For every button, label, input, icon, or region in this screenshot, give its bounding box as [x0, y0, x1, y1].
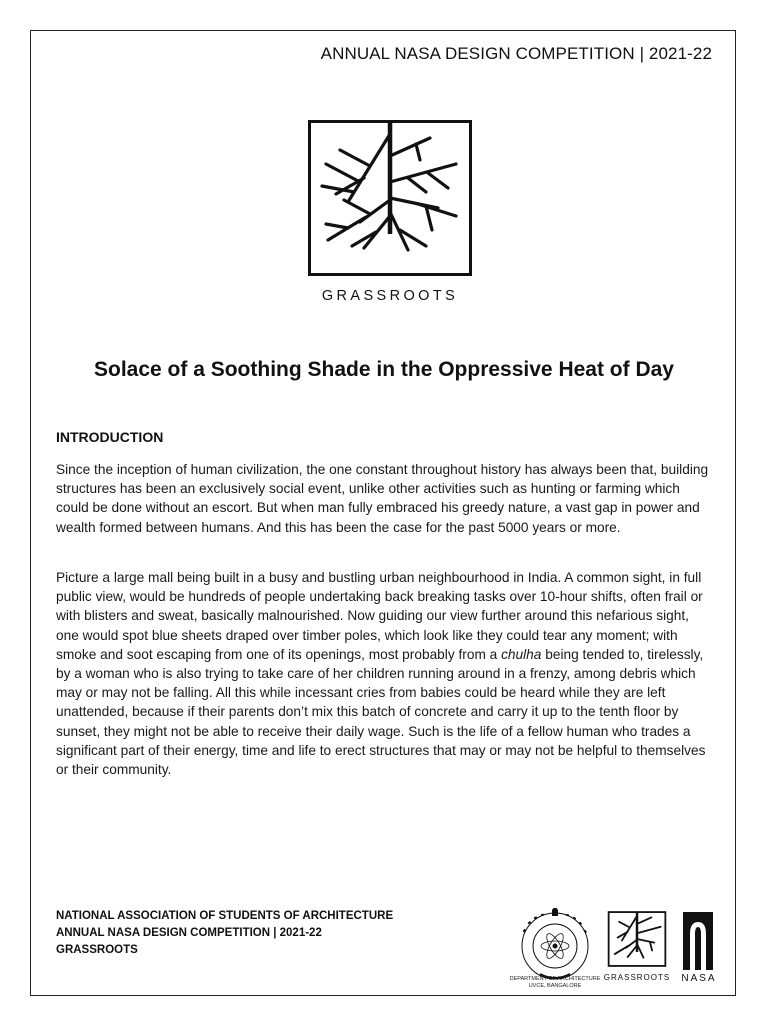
nasa-logo-icon: [683, 912, 713, 970]
intro-paragraph-1: Since the inception of human civilization, the one constant throughout history has always been that, building structures has been an exclusively social event, unlike other activities such as hunting or farming which could be done without an escort. But when man fully embraced his greedy nature, a vast gap in power and wealth formed between humans. And this has been the case for the past 5000 years or more.: [56, 462, 709, 535]
emphasis-text: chulha: [501, 646, 542, 662]
tree-roots-icon: [308, 120, 472, 276]
footer-line: ANNUAL NASA DESIGN COMPETITION | 2021-22: [56, 927, 322, 939]
footer-text: [56, 908, 393, 959]
grassroots-mini-logo-icon: [607, 911, 667, 967]
seal-caption-line: UVCE, BANGALORE: [528, 982, 582, 989]
paragraph-text: being tended to, tirelessly, by a woman who is also trying to take care of her children running around in a frenzy, among debris which may or may not be falling. All this while incessant cries from babies could be heard while they are left unattended, because if their parents don’t mix this batch of concrete and carry it up to the tenth floor by sunset, they might not be able to receive their daily wage. Such is the life of a fellow human who trades a significant part of their energy, time and life to erect structures that may or may not be helpful to themselves or their community.: [56, 646, 706, 778]
section-heading: INTRODUCTION: [56, 429, 164, 445]
page-title: Solace of a Soothing Shade in the Oppressive Heat of Day: [94, 358, 674, 381]
mini-logo-label: GRASSROOTS: [603, 973, 671, 982]
nasa-label: NASA: [681, 973, 717, 984]
header-title: ANNUAL NASA DESIGN COMPETITION | 2021-22: [320, 44, 712, 63]
footer-line: NATIONAL ASSOCIATION OF STUDENTS OF ARCHITECTURE: [56, 910, 394, 922]
intro-paragraph-2: [56, 568, 712, 779]
footer-line: GRASSROOTS: [56, 944, 138, 956]
seal-caption: [496, 976, 614, 989]
seal-caption-line: DEPARTMENT OF ARCHITECTURE: [509, 976, 601, 982]
paragraph-text: Picture a large mall being built in a busy and bustling urban neighbourhood in India. A common sight, in full public view, would be hundreds of people undertaking back breaking tasks over 10-hour shifts, often frail or with blisters and sweat, basically malnourished. Now guiding our view further around this nefarious sight, one would spot blue sheets draped over timber poles, which look like they could tear any moment; with smoke and soot escaping from one of its openings, most probably from a: [56, 570, 703, 662]
logo-label: GRASSROOTS: [321, 288, 459, 304]
